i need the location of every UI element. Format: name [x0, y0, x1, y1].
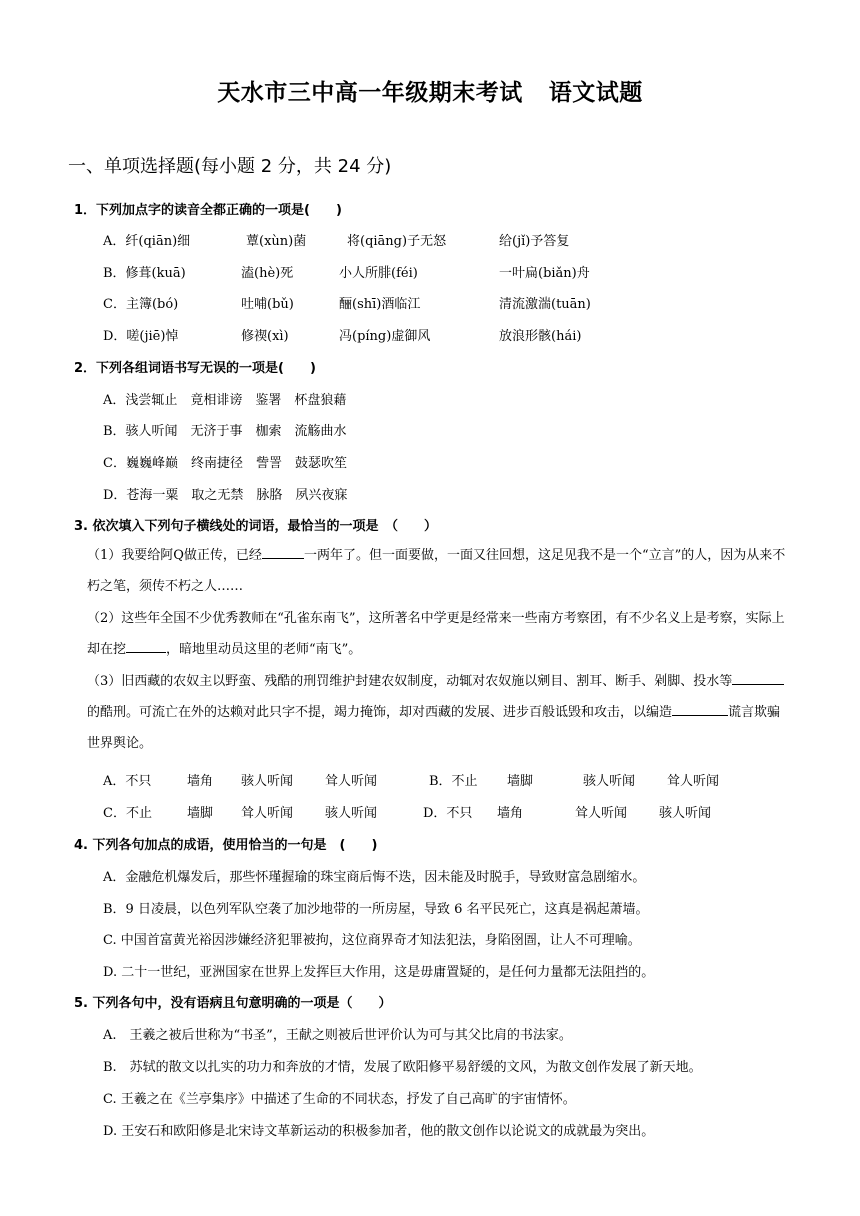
exam-title: 天水市三中高一年级期末考试	[217, 80, 523, 106]
option-cell: B．修葺(kuā)	[103, 266, 186, 281]
fill-blank	[672, 702, 728, 716]
question-2-option-a: A．浅尝辄止 竟相诽谤 鉴署 杯盘狼藉	[103, 393, 347, 408]
sentence-text: （3）旧西藏的农奴主以野蛮、残酷的刑罚维护封建农奴制度，动辄对农奴施以剜目、割耳、断手、剁脚、投水等	[87, 674, 733, 689]
question-4-option-c: C. 中国首富黄光裕因涉嫌经济犯罪被拘，这位商界奇才知法犯法，身陷囹圄，让人不可理喻。	[103, 933, 641, 948]
sentence-text: ，暗地里动员这里的老师“南飞”。	[166, 642, 362, 657]
question-2-stem: 2．下列各组词语书写无误的一项是( )	[74, 361, 316, 376]
option-cell: 放浪形骸(hái)	[499, 329, 582, 344]
option-cell: D．不只	[423, 806, 473, 821]
question-3-stem: 3. 依次填入下列句子横线处的词语，最恰当的一项是 （ ）	[74, 519, 438, 534]
question-4-option-b: B．9 日凌晨，以色列军队空袭了加沙地带的一所房屋，导致 6 名平民死亡，这真是祸起萧墙。	[103, 902, 649, 917]
question-1-stem: 1．下列加点字的读音全都正确的一项是( )	[74, 203, 342, 218]
question-3-sentence-3	[87, 666, 787, 759]
option-cell: 墙角	[497, 806, 524, 821]
option-cell: 溘(hè)死	[241, 266, 294, 281]
exam-subject: 语文试题	[548, 80, 643, 106]
fill-blank	[262, 545, 304, 559]
option-cell: 骇人听闻	[583, 774, 636, 789]
option-cell: 耸人听闻	[325, 774, 378, 789]
option-cell: A．不只	[103, 774, 152, 789]
question-5-option-d: D. 王安石和欧阳修是北宋诗文革新运动的积极参加者，他的散文创作以论说文的成就最为突出。	[103, 1124, 655, 1139]
sentence-text: （1）我要给阿Q做正传，已经	[87, 548, 262, 563]
option-cell: 将(qiāng)子无怒	[347, 234, 447, 249]
question-2-option-b: B．骇人听闻 无济于事 枷索 流觞曲水	[103, 424, 347, 439]
fill-blank	[732, 671, 784, 685]
option-cell: A．纤(qiān)细	[103, 234, 191, 249]
sentence-text: 的酷刑。可流亡在外的达赖对此只字不提，竭力掩饰，却对西藏的发展、进步百般诋毁和攻击，以编造	[87, 705, 673, 720]
question-2-option-d: D．苍海一粟 取之无禁 脉胳 夙兴夜寐	[103, 488, 348, 503]
question-4-stem: 4. 下列各句加点的成语，使用恰当的一句是 ( )	[74, 838, 378, 853]
option-cell: 耸人听闻	[575, 806, 628, 821]
option-cell: 墙脚	[507, 774, 534, 789]
option-cell: 骇人听闻	[659, 806, 712, 821]
option-cell: 清流激湍(tuān)	[499, 297, 591, 312]
option-cell: 一叶扁(biǎn)舟	[499, 266, 590, 281]
option-cell: 给(jǐ)予答复	[499, 234, 570, 249]
option-cell: 骇人听闻	[241, 774, 294, 789]
fill-blank	[126, 639, 166, 653]
sentence-text: 一两年了。但一面要做，一面又往回想，这足见我不是一个“立言”的人，因为从来不朽之笔，须传不朽之人……	[87, 548, 786, 594]
option-cell: 骇人听闻	[325, 806, 378, 821]
question-3-sentence-1	[87, 540, 787, 602]
option-cell: 耸人听闻	[241, 806, 294, 821]
sentence-text: （2）这些年全国不少优秀教师在“孔雀东南飞”，这所著名中学更是经常来一些南方考察团，有不少名义上是考察，实际上却在挖	[87, 611, 785, 657]
option-cell: B．不止	[429, 774, 478, 789]
question-4-option-a: A．金融危机爆发后，那些怀瑾握瑜的珠宝商后悔不迭，因未能及时脱手，导致财富急剧缩水。	[103, 870, 646, 885]
page-title	[0, 74, 860, 107]
question-5-option-a: A. 王羲之被后世称为“书圣”，王献之则被后世评价认为可与其父比肩的书法家。	[103, 1028, 572, 1043]
option-cell: 吐哺(bǔ)	[241, 297, 294, 312]
section-heading: 一、单项选择题(每小题 2 分，共 24 分)	[68, 156, 392, 177]
option-cell: 小人所腓(féi)	[339, 266, 418, 281]
question-5-option-b: B. 苏轼的散文以扎实的功力和奔放的才情，发展了欧阳修平易舒缓的文风，为散文创作发展了新天地。	[103, 1060, 702, 1075]
option-cell: C．主簿(bó)	[103, 297, 179, 312]
option-cell: C．不止	[103, 806, 152, 821]
option-cell: 墙脚	[187, 806, 214, 821]
option-cell: 耸人听闻	[667, 774, 720, 789]
option-cell: 蕈(xùn)菌	[246, 234, 307, 249]
question-4-option-d: D. 二十一世纪，亚洲国家在世界上发挥巨大作用，这是毋庸置疑的，是任何力量都无法阻挡的。	[103, 965, 655, 980]
option-cell: 酾(shī)酒临江	[339, 297, 421, 312]
question-3-sentence-2	[87, 603, 787, 665]
option-cell: 墙角	[187, 774, 214, 789]
option-cell: 修禊(xì)	[241, 329, 289, 344]
question-5-option-c: C. 王羲之在《兰亭集序》中描述了生命的不同状态，抒发了自己高旷的宇宙情怀。	[103, 1092, 576, 1107]
option-cell: D．嗟(jiē)悼	[103, 329, 179, 344]
question-2-option-c: C．巍巍峰巅 终南捷径 訾詈 鼓瑟吹笙	[103, 456, 347, 471]
option-cell: 冯(píng)虚御风	[339, 329, 431, 344]
sentence-text: 谎言欺骗世界舆论。	[87, 705, 781, 751]
question-5-stem: 5. 下列各句中，没有语病且句意明确的一项是（ ）	[74, 996, 392, 1011]
